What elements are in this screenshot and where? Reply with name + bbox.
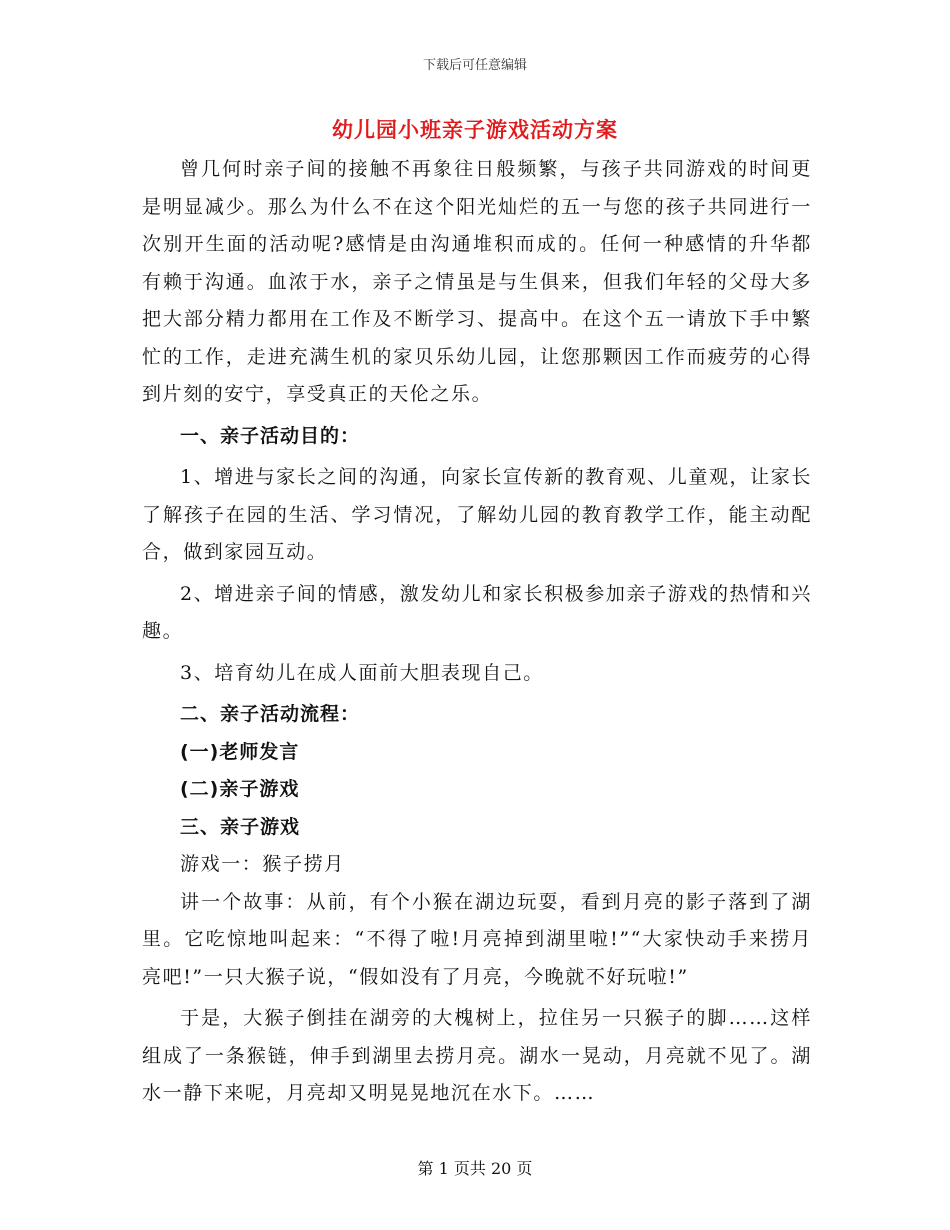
section-2-item-1: (一)老师发言 — [180, 740, 300, 763]
story-paragraph-2: 于是，大猴子倒挂在湖旁的大槐树上，拉住另一只猴子的脚……这样组成了一条猴链，伸手到湖里去捞月亮。湖水一晃动，月亮就不见了。湖水一静下来呢，月亮却又明晃晃地沉在水下。…… — [142, 1007, 812, 1104]
section-1-item-3: 3、培育幼儿在成人面前大胆表现自己。 — [180, 661, 544, 684]
section-1-heading: 一、亲子活动目的： — [180, 424, 361, 447]
section-1-item-2: 2、增进亲子间的情感，激发幼儿和家长积极参加亲子游戏的热情和兴趣。 — [142, 582, 812, 642]
section-3-heading: 三、亲子游戏 — [180, 815, 301, 838]
document-title: 幼儿园小班亲子游戏活动方案 — [332, 118, 618, 142]
story-paragraph-1: 讲一个故事：从前，有个小猴在湖边玩耍，看到月亮的影子落到了湖里。它吃惊地叫起来：“不得了啦!月亮掉到湖里啦!”“大家快动手来捞月亮吧!”一只大猴子说，“假如没有了月亮，今晚就不好玩啦!” — [142, 890, 812, 988]
intro-paragraph: 曾几何时亲子间的接触不再象往日般频繁，与孩子共同游戏的时间更是明显减少。那么为什么不在这个阳光灿烂的五一与您的孩子共同进行一次别开生面的活动呢?感情是由沟通堆积而成的。任何一种感情的升华都有赖于沟通。血浓于水，亲子之情虽是与生俱来，但我们年轻的父母大多把大部分精力都用在工作及不断学习、提高中。在这个五一请放下手中繁忙的工作，走进充满生机的家贝乐幼儿园，让您那颗因工作而疲劳的心得到片刻的安宁，享受真正的天伦之乐。 — [142, 158, 812, 405]
section-2-item-2: (二)亲子游戏 — [180, 778, 300, 800]
page-number: 第 1 页共 20 页 — [417, 1159, 533, 1178]
page-header-note: 下载后可任意编辑 — [422, 58, 527, 73]
section-2-heading: 二、亲子活动流程： — [180, 703, 361, 725]
section-1-item-1: 1、增进与家长之间的沟通，向家长宣传新的教育观、儿童观，让家长了解孩子在园的生活、学习情况，了解幼儿园的教育教学工作，能主动配合，做到家园互动。 — [142, 466, 812, 563]
document-body — [142, 151, 812, 1113]
game-1-title: 游戏一：猴子捞月 — [180, 853, 345, 875]
